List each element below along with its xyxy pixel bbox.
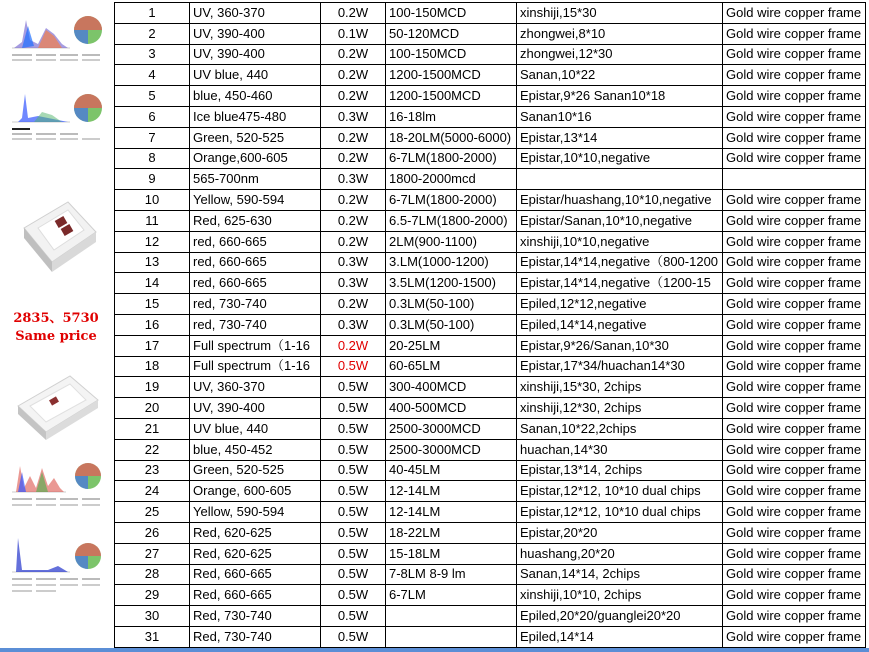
frame-cell: Gold wire copper frame xyxy=(723,502,866,523)
power-cell: 0.5W xyxy=(321,460,386,481)
table-row xyxy=(115,439,866,460)
color-wavelength-cell: UV, 390-400 xyxy=(190,23,321,44)
chip-cell: Epistar,9*26 Sanan10*18 xyxy=(517,86,723,107)
frame-cell: Gold wire copper frame xyxy=(723,439,866,460)
brightness-cell: 2500-3000MCD xyxy=(386,418,517,439)
row-number-cell: 30 xyxy=(115,606,190,627)
power-cell: 0.2W xyxy=(321,65,386,86)
table-row xyxy=(115,543,866,564)
chip-cell: Epistar/Sanan,10*10,negative xyxy=(517,210,723,231)
chip-cell: zhongwei,12*30 xyxy=(517,44,723,65)
row-number-cell: 21 xyxy=(115,418,190,439)
row-number-cell: 16 xyxy=(115,314,190,335)
chip-cell: Sanan,10*22,2chips xyxy=(517,418,723,439)
brightness-cell: 12-14LM xyxy=(386,481,517,502)
left-image-column xyxy=(0,0,112,652)
color-wavelength-cell: Red, 660-665 xyxy=(190,585,321,606)
row-number-cell: 18 xyxy=(115,356,190,377)
chip-cell: Epistar,9*26/Sanan,10*30 xyxy=(517,335,723,356)
frame-cell: Gold wire copper frame xyxy=(723,231,866,252)
frame-cell: Gold wire copper frame xyxy=(723,377,866,398)
color-wavelength-cell: red, 660-665 xyxy=(190,252,321,273)
chip-cell: xinshiji,10*10, 2chips xyxy=(517,585,723,606)
brightness-cell: 20-25LM xyxy=(386,335,517,356)
chip-cell xyxy=(517,169,723,190)
color-wavelength-cell: Orange, 600-605 xyxy=(190,481,321,502)
table-row xyxy=(115,65,866,86)
brightness-cell: 400-500MCD xyxy=(386,398,517,419)
row-number-cell: 28 xyxy=(115,564,190,585)
brightness-cell: 16-18lm xyxy=(386,106,517,127)
row-number-cell: 20 xyxy=(115,398,190,419)
frame-cell: Gold wire copper frame xyxy=(723,86,866,107)
brightness-cell: 18-22LM xyxy=(386,522,517,543)
power-cell: 0.5W xyxy=(321,418,386,439)
row-number-cell: 24 xyxy=(115,481,190,502)
color-wavelength-cell: UV, 360-370 xyxy=(190,3,321,24)
frame-cell: Gold wire copper frame xyxy=(723,294,866,315)
row-number-cell: 7 xyxy=(115,127,190,148)
frame-cell: Gold wire copper frame xyxy=(723,127,866,148)
row-number-cell: 29 xyxy=(115,585,190,606)
table-row xyxy=(115,231,866,252)
power-cell: 0.5W xyxy=(321,543,386,564)
color-wavelength-cell: blue, 450-452 xyxy=(190,439,321,460)
table-row xyxy=(115,148,866,169)
table-row xyxy=(115,335,866,356)
row-number-cell: 22 xyxy=(115,439,190,460)
table-row xyxy=(115,273,866,294)
row-number-cell: 26 xyxy=(115,522,190,543)
chip-cell: huachan,14*30 xyxy=(517,439,723,460)
table-row xyxy=(115,314,866,335)
color-wavelength-cell: Red, 730-740 xyxy=(190,606,321,627)
power-cell: 0.1W xyxy=(321,23,386,44)
frame-cell: Gold wire copper frame xyxy=(723,626,866,647)
color-wavelength-cell: 565-700nm xyxy=(190,169,321,190)
table-row xyxy=(115,585,866,606)
chip-cell: Epiled,14*14,negative xyxy=(517,314,723,335)
power-cell: 0.5W xyxy=(321,398,386,419)
brightness-cell: 6.5-7LM(1800-2000) xyxy=(386,210,517,231)
row-number-cell: 5 xyxy=(115,86,190,107)
row-number-cell: 11 xyxy=(115,210,190,231)
row-number-cell: 8 xyxy=(115,148,190,169)
frame-cell: Gold wire copper frame xyxy=(723,44,866,65)
led-spec-table-body xyxy=(115,3,866,648)
chip-cell: Epistar,12*12, 10*10 dual chips xyxy=(517,481,723,502)
frame-cell: Gold wire copper frame xyxy=(723,23,866,44)
table-row xyxy=(115,252,866,273)
brightness-cell: 1800-2000mcd xyxy=(386,169,517,190)
color-wavelength-cell: Red, 660-665 xyxy=(190,564,321,585)
brightness-cell: 60-65LM xyxy=(386,356,517,377)
brightness-cell: 100-150MCD xyxy=(386,3,517,24)
chip-cell: Epistar/huashang,10*10,negative xyxy=(517,190,723,211)
power-cell: 0.2W xyxy=(321,335,386,356)
power-cell: 0.3W xyxy=(321,314,386,335)
frame-cell: Gold wire copper frame xyxy=(723,522,866,543)
color-wavelength-cell: Green, 520-525 xyxy=(190,460,321,481)
color-wavelength-cell: Green, 520-525 xyxy=(190,127,321,148)
brightness-cell: 3.LM(1000-1200) xyxy=(386,252,517,273)
table-row xyxy=(115,481,866,502)
spectrum-chart-image xyxy=(8,534,106,600)
chip-cell: Sanan10*16 xyxy=(517,106,723,127)
chip-cell: xinshiji,15*30, 2chips xyxy=(517,377,723,398)
table-row xyxy=(115,460,866,481)
row-number-cell: 23 xyxy=(115,460,190,481)
row-number-cell: 17 xyxy=(115,335,190,356)
frame-cell: Gold wire copper frame xyxy=(723,273,866,294)
table-row xyxy=(115,398,866,419)
color-wavelength-cell: Red, 625-630 xyxy=(190,210,321,231)
color-wavelength-cell: Yellow, 590-594 xyxy=(190,190,321,211)
brightness-cell: 3.5LM(1200-1500) xyxy=(386,273,517,294)
led-5730-image xyxy=(10,370,106,450)
frame-cell: Gold wire copper frame xyxy=(723,481,866,502)
frame-cell: Gold wire copper frame xyxy=(723,210,866,231)
power-cell: 0.5W xyxy=(321,522,386,543)
brightness-cell: 300-400MCD xyxy=(386,377,517,398)
color-wavelength-cell: Red, 620-625 xyxy=(190,522,321,543)
led-2835-image xyxy=(10,188,106,280)
brightness-cell: 50-120MCD xyxy=(386,23,517,44)
row-number-cell: 1 xyxy=(115,3,190,24)
spectrum-chart-image xyxy=(8,88,106,150)
table-row xyxy=(115,190,866,211)
row-number-cell: 2 xyxy=(115,23,190,44)
chip-cell: Sanan,14*14, 2chips xyxy=(517,564,723,585)
color-wavelength-cell: Red, 620-625 xyxy=(190,543,321,564)
chip-cell: Epistar,17*34/huachan14*30 xyxy=(517,356,723,377)
chip-cell: Epiled,14*14 xyxy=(517,626,723,647)
power-cell: 0.2W xyxy=(321,294,386,315)
power-cell: 0.5W xyxy=(321,502,386,523)
color-wavelength-cell: Full spectrum（1-16 xyxy=(190,335,321,356)
table-row xyxy=(115,626,866,647)
color-wavelength-cell: red, 660-665 xyxy=(190,273,321,294)
price-note-models: 2835、5730 xyxy=(13,311,99,326)
brightness-cell xyxy=(386,606,517,627)
frame-cell: Gold wire copper frame xyxy=(723,190,866,211)
row-number-cell: 13 xyxy=(115,252,190,273)
price-note-same-price: Same price xyxy=(15,329,97,344)
table-row xyxy=(115,377,866,398)
power-cell: 0.2W xyxy=(321,231,386,252)
frame-cell: Gold wire copper frame xyxy=(723,148,866,169)
spectrum-chart-image xyxy=(8,6,106,66)
chip-cell: Epistar,14*14,negative（800-1200 xyxy=(517,252,723,273)
chip-cell: xinshiji,15*30 xyxy=(517,3,723,24)
color-wavelength-cell: UV blue, 440 xyxy=(190,65,321,86)
table-row xyxy=(115,606,866,627)
color-wavelength-cell: red, 660-665 xyxy=(190,231,321,252)
power-cell: 0.2W xyxy=(321,148,386,169)
brightness-cell: 1200-1500MCD xyxy=(386,86,517,107)
color-wavelength-cell: red, 730-740 xyxy=(190,314,321,335)
chip-cell: Epistar,13*14 xyxy=(517,127,723,148)
color-wavelength-cell: UV, 360-370 xyxy=(190,377,321,398)
power-cell: 0.2W xyxy=(321,3,386,24)
table-row xyxy=(115,127,866,148)
frame-cell: Gold wire copper frame xyxy=(723,418,866,439)
power-cell: 0.5W xyxy=(321,439,386,460)
table-row xyxy=(115,169,866,190)
brightness-cell: 6-7LM(1800-2000) xyxy=(386,148,517,169)
chip-cell: huashang,20*20 xyxy=(517,543,723,564)
frame-cell: Gold wire copper frame xyxy=(723,543,866,564)
power-cell: 0.2W xyxy=(321,190,386,211)
row-number-cell: 3 xyxy=(115,44,190,65)
frame-cell: Gold wire copper frame xyxy=(723,335,866,356)
power-cell: 0.5W xyxy=(321,564,386,585)
frame-cell: Gold wire copper frame xyxy=(723,585,866,606)
frame-cell: Gold wire copper frame xyxy=(723,65,866,86)
brightness-cell: 7-8LM 8-9 lm xyxy=(386,564,517,585)
color-wavelength-cell: red, 730-740 xyxy=(190,294,321,315)
brightness-cell: 2500-3000MCD xyxy=(386,439,517,460)
chip-cell: Epiled,20*20/guanglei20*20 xyxy=(517,606,723,627)
frame-cell: Gold wire copper frame xyxy=(723,398,866,419)
table-row xyxy=(115,86,866,107)
table-row xyxy=(115,44,866,65)
brightness-cell: 18-20LM(5000-6000) xyxy=(386,127,517,148)
frame-cell xyxy=(723,169,866,190)
chip-cell: xinshiji,10*10,negative xyxy=(517,231,723,252)
brightness-cell: 1200-1500MCD xyxy=(386,65,517,86)
power-cell: 0.5W xyxy=(321,481,386,502)
power-cell: 0.3W xyxy=(321,106,386,127)
row-number-cell: 19 xyxy=(115,377,190,398)
power-cell: 0.5W xyxy=(321,377,386,398)
row-number-cell: 10 xyxy=(115,190,190,211)
bottom-border-bar xyxy=(0,648,869,652)
table-row xyxy=(115,3,866,24)
color-wavelength-cell: blue, 450-460 xyxy=(190,86,321,107)
power-cell: 0.5W xyxy=(321,626,386,647)
frame-cell: Gold wire copper frame xyxy=(723,3,866,24)
brightness-cell: 40-45LM xyxy=(386,460,517,481)
table-row xyxy=(115,418,866,439)
row-number-cell: 15 xyxy=(115,294,190,315)
power-cell: 0.2W xyxy=(321,127,386,148)
table-row xyxy=(115,294,866,315)
brightness-cell: 0.3LM(50-100) xyxy=(386,314,517,335)
table-row xyxy=(115,522,866,543)
chip-cell: Epistar,13*14, 2chips xyxy=(517,460,723,481)
row-number-cell: 6 xyxy=(115,106,190,127)
frame-cell: Gold wire copper frame xyxy=(723,606,866,627)
chip-cell: Epistar,12*12, 10*10 dual chips xyxy=(517,502,723,523)
power-cell: 0.2W xyxy=(321,86,386,107)
brightness-cell: 15-18LM xyxy=(386,543,517,564)
brightness-cell: 12-14LM xyxy=(386,502,517,523)
row-number-cell: 4 xyxy=(115,65,190,86)
frame-cell: Gold wire copper frame xyxy=(723,460,866,481)
led-spec-table xyxy=(114,2,866,648)
power-cell: 0.2W xyxy=(321,44,386,65)
table-row xyxy=(115,564,866,585)
brightness-cell: 0.3LM(50-100) xyxy=(386,294,517,315)
frame-cell: Gold wire copper frame xyxy=(723,252,866,273)
color-wavelength-cell: UV, 390-400 xyxy=(190,44,321,65)
frame-cell: Gold wire copper frame xyxy=(723,106,866,127)
power-cell: 0.5W xyxy=(321,606,386,627)
power-cell: 0.5W xyxy=(321,585,386,606)
frame-cell: Gold wire copper frame xyxy=(723,564,866,585)
chip-cell: Sanan,10*22 xyxy=(517,65,723,86)
power-cell: 0.3W xyxy=(321,273,386,294)
table-row xyxy=(115,106,866,127)
color-wavelength-cell: Full spectrum（1-16 xyxy=(190,356,321,377)
power-cell: 0.5W xyxy=(321,356,386,377)
brightness-cell: 6-7LM(1800-2000) xyxy=(386,190,517,211)
brightness-cell: 6-7LM xyxy=(386,585,517,606)
table-row xyxy=(115,502,866,523)
table-row xyxy=(115,23,866,44)
row-number-cell: 9 xyxy=(115,169,190,190)
row-number-cell: 12 xyxy=(115,231,190,252)
table-row xyxy=(115,356,866,377)
chip-cell: Epistar,10*10,negative xyxy=(517,148,723,169)
row-number-cell: 25 xyxy=(115,502,190,523)
color-wavelength-cell: Orange,600-605 xyxy=(190,148,321,169)
color-wavelength-cell: UV blue, 440 xyxy=(190,418,321,439)
chip-cell: Epiled,12*12,negative xyxy=(517,294,723,315)
table-row xyxy=(115,210,866,231)
color-wavelength-cell: Yellow, 590-594 xyxy=(190,502,321,523)
chip-cell: zhongwei,8*10 xyxy=(517,23,723,44)
spectrum-chart-image xyxy=(8,458,106,516)
power-cell: 0.3W xyxy=(321,252,386,273)
row-number-cell: 27 xyxy=(115,543,190,564)
brightness-cell: 100-150MCD xyxy=(386,44,517,65)
frame-cell: Gold wire copper frame xyxy=(723,356,866,377)
color-wavelength-cell: UV, 390-400 xyxy=(190,398,321,419)
color-wavelength-cell: Red, 730-740 xyxy=(190,626,321,647)
power-cell: 0.2W xyxy=(321,210,386,231)
brightness-cell xyxy=(386,626,517,647)
row-number-cell: 14 xyxy=(115,273,190,294)
chip-cell: xinshiji,12*30, 2chips xyxy=(517,398,723,419)
color-wavelength-cell: Ice blue475-480 xyxy=(190,106,321,127)
power-cell: 0.3W xyxy=(321,169,386,190)
brightness-cell: 2LM(900-1100) xyxy=(386,231,517,252)
chip-cell: Epistar,14*14,negative（1200-15 xyxy=(517,273,723,294)
row-number-cell: 31 xyxy=(115,626,190,647)
chip-cell: Epistar,20*20 xyxy=(517,522,723,543)
frame-cell: Gold wire copper frame xyxy=(723,314,866,335)
